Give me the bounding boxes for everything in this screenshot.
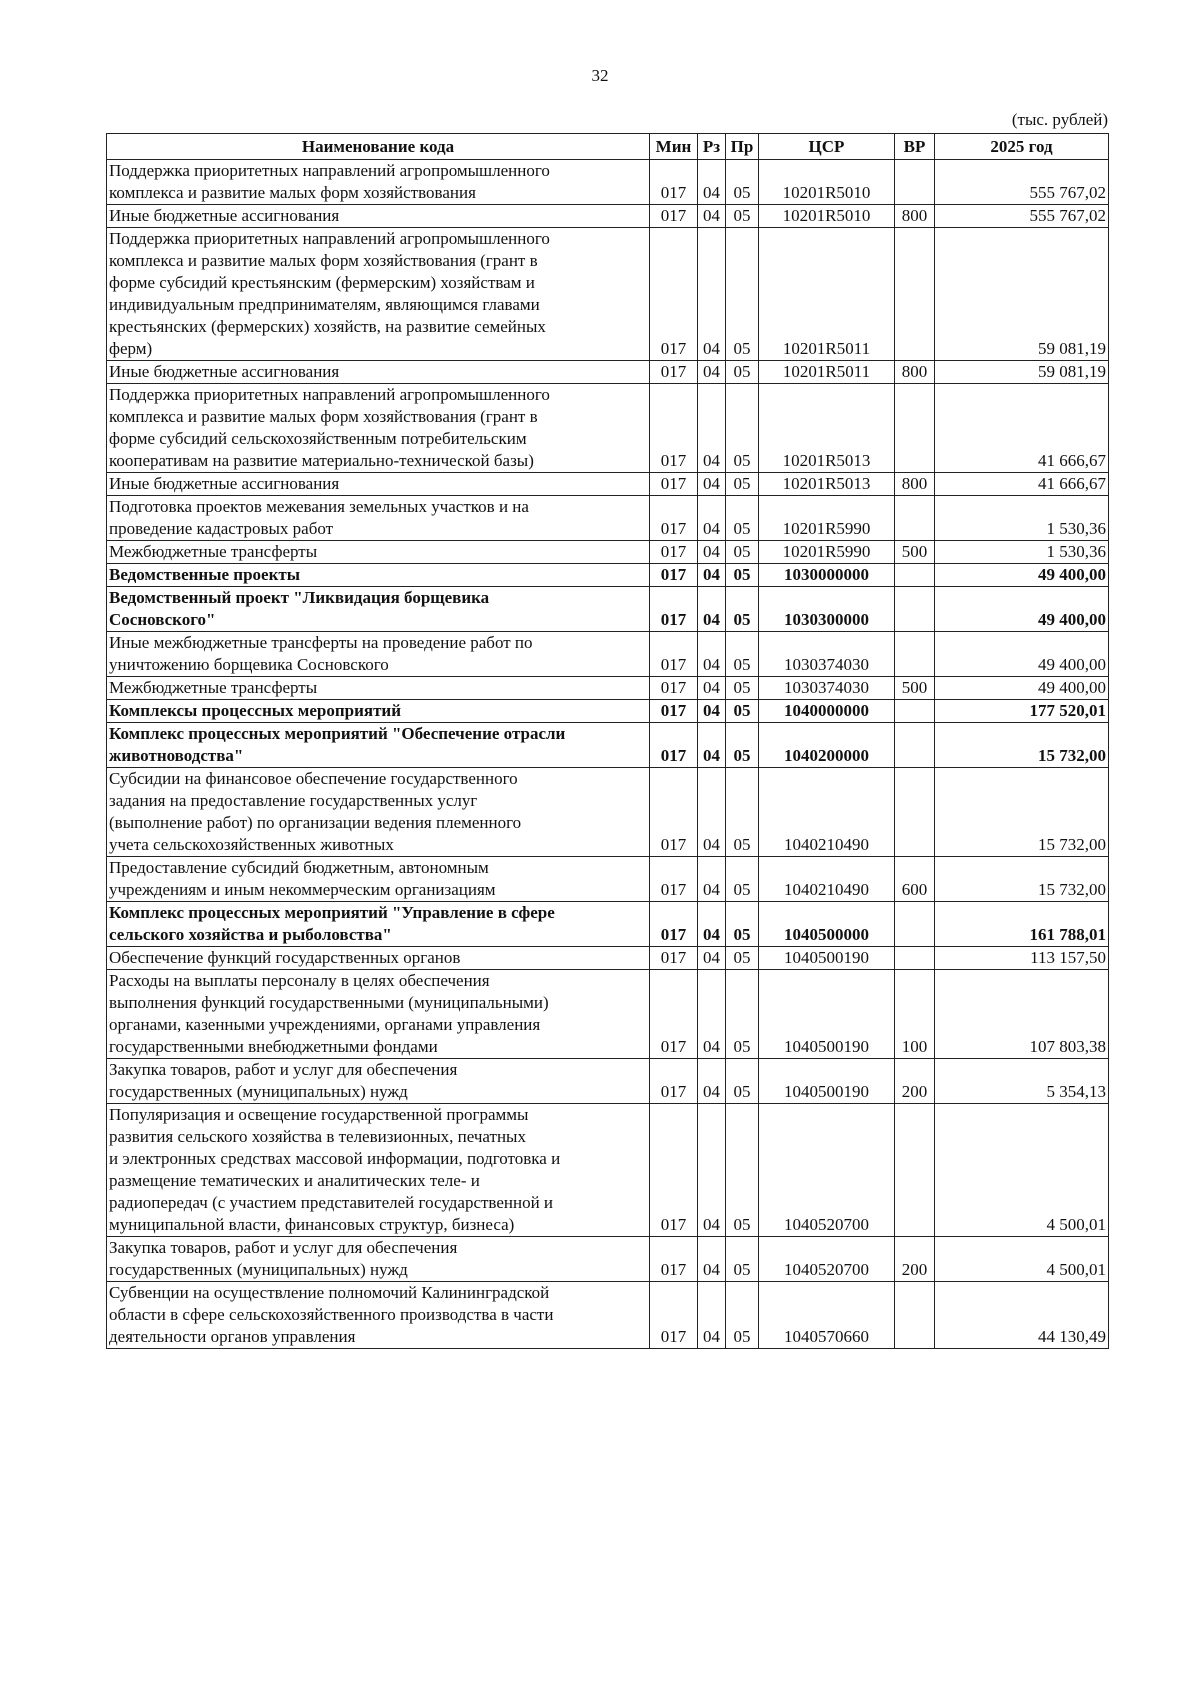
row-name — [107, 473, 650, 496]
row-csr: 1040500190 — [759, 1059, 895, 1104]
row-csr: 1030374030 — [759, 632, 895, 677]
row-amount: 49 400,00 — [935, 587, 1109, 632]
table-row — [107, 384, 1109, 473]
row-pr: 05 — [726, 970, 759, 1059]
row-name — [107, 496, 650, 541]
table-row — [107, 541, 1109, 564]
row-amount: 49 400,00 — [935, 677, 1109, 700]
row-csr: 1030300000 — [759, 587, 895, 632]
row-name-text: Ведомственные проекты — [109, 565, 301, 584]
row-vr: 200 — [895, 1237, 935, 1282]
row-min: 017 — [650, 587, 698, 632]
row-pr: 05 — [726, 1059, 759, 1104]
row-vr — [895, 384, 935, 473]
table-row — [107, 361, 1109, 384]
row-min: 017 — [650, 700, 698, 723]
row-vr: 500 — [895, 541, 935, 564]
row-rz: 04 — [698, 632, 726, 677]
row-csr: 1040500190 — [759, 970, 895, 1059]
table-row — [107, 723, 1109, 768]
row-min: 017 — [650, 205, 698, 228]
row-rz: 04 — [698, 1282, 726, 1349]
header-name: Наименование кода — [107, 134, 650, 160]
row-pr: 05 — [726, 947, 759, 970]
table-row — [107, 205, 1109, 228]
row-amount: 59 081,19 — [935, 228, 1109, 361]
row-csr: 10201R5990 — [759, 496, 895, 541]
row-name-text: Комплексы процессных мероприятий — [109, 701, 402, 720]
row-vr: 500 — [895, 677, 935, 700]
row-name-text: Закупка товаров, работ и услуг для обеспечения государственных (муниципальных) нужд — [109, 1238, 458, 1279]
row-rz: 04 — [698, 496, 726, 541]
row-name — [107, 1104, 650, 1237]
row-min: 017 — [650, 1282, 698, 1349]
table-row — [107, 677, 1109, 700]
row-name-text: Комплекс процессных мероприятий "Управление в сфере сельского хозяйства и рыболовства" — [109, 903, 555, 944]
row-csr: 10201R5010 — [759, 205, 895, 228]
row-pr: 05 — [726, 564, 759, 587]
row-pr: 05 — [726, 361, 759, 384]
row-name — [107, 700, 650, 723]
row-vr — [895, 902, 935, 947]
row-name — [107, 384, 650, 473]
row-rz: 04 — [698, 205, 726, 228]
row-rz: 04 — [698, 970, 726, 1059]
row-vr: 200 — [895, 1059, 935, 1104]
row-csr: 10201R5990 — [759, 541, 895, 564]
row-name-text: Расходы на выплаты персоналу в целях обеспечения выполнения функций государственными (муниципальными) органами, казенными учреждениями, органами управления государственными внебюджетными фондами — [109, 971, 549, 1056]
row-amount: 59 081,19 — [935, 361, 1109, 384]
row-amount: 177 520,01 — [935, 700, 1109, 723]
row-rz: 04 — [698, 723, 726, 768]
row-name-text: Межбюджетные трансферты — [109, 678, 318, 697]
row-csr: 10201R5013 — [759, 473, 895, 496]
row-amount: 161 788,01 — [935, 902, 1109, 947]
row-csr: 1040500000 — [759, 902, 895, 947]
row-min: 017 — [650, 1059, 698, 1104]
row-rz: 04 — [698, 857, 726, 902]
table-row — [107, 228, 1109, 361]
row-amount: 555 767,02 — [935, 205, 1109, 228]
table-row — [107, 857, 1109, 902]
row-csr: 1040520700 — [759, 1237, 895, 1282]
row-amount: 1 530,36 — [935, 496, 1109, 541]
row-name-text: Обеспечение функций государственных органов — [109, 948, 461, 967]
row-vr — [895, 228, 935, 361]
row-name-text: Межбюджетные трансферты — [109, 542, 318, 561]
row-pr: 05 — [726, 541, 759, 564]
row-min: 017 — [650, 160, 698, 205]
row-name — [107, 160, 650, 205]
row-name — [107, 857, 650, 902]
row-vr: 800 — [895, 205, 935, 228]
row-vr — [895, 160, 935, 205]
budget-table — [106, 133, 1109, 1349]
row-csr: 1040000000 — [759, 700, 895, 723]
row-min: 017 — [650, 723, 698, 768]
row-amount: 113 157,50 — [935, 947, 1109, 970]
row-amount: 41 666,67 — [935, 473, 1109, 496]
row-name-text: Субсидии на финансовое обеспечение государственного задания на предоставление государственных услуг (выполнение работ) по организации ведения племенного учета сельскохозяйственных животных — [109, 769, 522, 854]
row-vr — [895, 564, 935, 587]
header-min: Мин — [650, 134, 698, 160]
table-row — [107, 496, 1109, 541]
row-vr: 600 — [895, 857, 935, 902]
row-min: 017 — [650, 1237, 698, 1282]
row-vr — [895, 1104, 935, 1237]
row-name — [107, 723, 650, 768]
row-min: 017 — [650, 361, 698, 384]
row-csr: 1040570660 — [759, 1282, 895, 1349]
row-rz: 04 — [698, 947, 726, 970]
row-pr: 05 — [726, 1237, 759, 1282]
row-name-text: Предоставление субсидий бюджетным, автономным учреждениям и иным некоммерческим организациям — [109, 858, 496, 899]
header-vr: ВР — [895, 134, 935, 160]
row-min: 017 — [650, 496, 698, 541]
row-rz: 04 — [698, 768, 726, 857]
row-min: 017 — [650, 1104, 698, 1237]
row-rz: 04 — [698, 700, 726, 723]
row-min: 017 — [650, 632, 698, 677]
row-pr: 05 — [726, 632, 759, 677]
row-name-text: Иные бюджетные ассигнования — [109, 362, 340, 381]
row-rz: 04 — [698, 160, 726, 205]
row-amount: 15 732,00 — [935, 857, 1109, 902]
row-min: 017 — [650, 947, 698, 970]
row-csr: 10201R5013 — [759, 384, 895, 473]
row-pr: 05 — [726, 700, 759, 723]
row-rz: 04 — [698, 541, 726, 564]
row-min: 017 — [650, 473, 698, 496]
table-row — [107, 564, 1109, 587]
row-pr: 05 — [726, 857, 759, 902]
row-name-text: Поддержка приоритетных направлений агропромышленного комплекса и развитие малых форм хозяйствования (грант в форме субсидий крестьянским (фермерским) хозяйствам и индивидуальным предпринимателям, являющимся главами крестьянских (фермерских) хозяйств, на развитие семейных ферм) — [109, 229, 550, 358]
row-name — [107, 541, 650, 564]
row-vr — [895, 700, 935, 723]
table-row — [107, 768, 1109, 857]
table-row — [107, 970, 1109, 1059]
row-name-text: Субвенции на осуществление полномочий Калининградской области в сфере сельскохозяйственного производства в части деятельности органов управления — [109, 1283, 554, 1346]
table-row — [107, 1282, 1109, 1349]
row-amount: 44 130,49 — [935, 1282, 1109, 1349]
row-name — [107, 1237, 650, 1282]
table-row — [107, 1237, 1109, 1282]
row-name — [107, 1059, 650, 1104]
row-min: 017 — [650, 902, 698, 947]
row-amount: 5 354,13 — [935, 1059, 1109, 1104]
row-pr: 05 — [726, 384, 759, 473]
units-label: (тыс. рублей) — [1011, 110, 1108, 129]
row-pr: 05 — [726, 587, 759, 632]
row-vr — [895, 1282, 935, 1349]
row-pr: 05 — [726, 768, 759, 857]
row-csr: 1040210490 — [759, 857, 895, 902]
row-name-text: Иные межбюджетные трансферты на проведение работ по уничтожению борщевика Сосновского — [109, 633, 533, 674]
row-name-text: Закупка товаров, работ и услуг для обеспечения государственных (муниципальных) нужд — [109, 1060, 458, 1101]
row-min: 017 — [650, 768, 698, 857]
row-name — [107, 205, 650, 228]
row-min: 017 — [650, 564, 698, 587]
row-pr: 05 — [726, 205, 759, 228]
row-amount: 555 767,02 — [935, 160, 1109, 205]
row-min: 017 — [650, 228, 698, 361]
row-name — [107, 1282, 650, 1349]
row-rz: 04 — [698, 384, 726, 473]
row-amount: 41 666,67 — [935, 384, 1109, 473]
row-name — [107, 768, 650, 857]
row-pr: 05 — [726, 1104, 759, 1237]
row-amount: 4 500,01 — [935, 1104, 1109, 1237]
row-csr: 10201R5010 — [759, 160, 895, 205]
row-name — [107, 228, 650, 361]
row-amount: 15 732,00 — [935, 768, 1109, 857]
row-pr: 05 — [726, 1282, 759, 1349]
table-row — [107, 632, 1109, 677]
header-row — [107, 134, 1109, 160]
row-pr: 05 — [726, 723, 759, 768]
row-name-text: Популяризация и освещение государственной программы развития сельского хозяйства в телевизионных, печатных и электронных средствах массовой информации, подготовка и размещение тематических и аналитических теле- и радиопередач (с участием представителей государственной и муниципальной власти, финансовых структур, бизнеса) — [109, 1105, 561, 1234]
row-amount: 49 400,00 — [935, 564, 1109, 587]
row-pr: 05 — [726, 228, 759, 361]
row-amount: 15 732,00 — [935, 723, 1109, 768]
table-row — [107, 902, 1109, 947]
header-year: 2025 год — [935, 134, 1109, 160]
row-min: 017 — [650, 541, 698, 564]
row-rz: 04 — [698, 228, 726, 361]
row-min: 017 — [650, 857, 698, 902]
row-vr: 800 — [895, 473, 935, 496]
table-row — [107, 1104, 1109, 1237]
table-row — [107, 587, 1109, 632]
page-number: 32 — [591, 66, 609, 85]
header-rz: Рз — [698, 134, 726, 160]
header-pr: Пр — [726, 134, 759, 160]
row-vr: 800 — [895, 361, 935, 384]
row-rz: 04 — [698, 473, 726, 496]
row-csr: 1040210490 — [759, 768, 895, 857]
row-name-text: Иные бюджетные ассигнования — [109, 474, 340, 493]
row-name — [107, 970, 650, 1059]
row-csr: 1030000000 — [759, 564, 895, 587]
row-rz: 04 — [698, 361, 726, 384]
row-rz: 04 — [698, 564, 726, 587]
row-vr — [895, 768, 935, 857]
row-csr: 10201R5011 — [759, 361, 895, 384]
row-rz: 04 — [698, 677, 726, 700]
row-vr: 100 — [895, 970, 935, 1059]
row-name-text: Поддержка приоритетных направлений агропромышленного комплекса и развитие малых форм хозяйствования (грант в форме субсидий сельскохозяйственным потребительским кооперативам на развитие материально-технической базы) — [109, 385, 550, 470]
row-name — [107, 947, 650, 970]
row-min: 017 — [650, 970, 698, 1059]
row-rz: 04 — [698, 587, 726, 632]
row-rz: 04 — [698, 902, 726, 947]
row-amount: 49 400,00 — [935, 632, 1109, 677]
row-vr — [895, 947, 935, 970]
row-name-text: Иные бюджетные ассигнования — [109, 206, 340, 225]
row-name-text: Комплекс процессных мероприятий "Обеспечение отрасли животноводства" — [109, 724, 566, 765]
row-min: 017 — [650, 677, 698, 700]
row-rz: 04 — [698, 1104, 726, 1237]
row-name — [107, 361, 650, 384]
row-pr: 05 — [726, 160, 759, 205]
row-csr: 1030374030 — [759, 677, 895, 700]
row-csr: 1040520700 — [759, 1104, 895, 1237]
row-pr: 05 — [726, 473, 759, 496]
row-amount: 107 803,38 — [935, 970, 1109, 1059]
row-pr: 05 — [726, 902, 759, 947]
row-vr — [895, 496, 935, 541]
row-name — [107, 677, 650, 700]
table-row — [107, 700, 1109, 723]
header-csr: ЦСР — [759, 134, 895, 160]
row-name-text: Поддержка приоритетных направлений агропромышленного комплекса и развитие малых форм хозяйствования — [109, 161, 550, 202]
row-vr — [895, 723, 935, 768]
row-rz: 04 — [698, 1237, 726, 1282]
row-vr — [895, 587, 935, 632]
row-amount: 4 500,01 — [935, 1237, 1109, 1282]
row-pr: 05 — [726, 677, 759, 700]
table-row — [107, 1059, 1109, 1104]
row-csr: 1040500190 — [759, 947, 895, 970]
row-vr — [895, 632, 935, 677]
row-name — [107, 902, 650, 947]
row-pr: 05 — [726, 496, 759, 541]
row-min: 017 — [650, 384, 698, 473]
row-name — [107, 632, 650, 677]
row-name-text: Ведомственный проект "Ликвидация борщевика Сосновского" — [109, 588, 490, 629]
row-amount: 1 530,36 — [935, 541, 1109, 564]
table-row — [107, 473, 1109, 496]
row-name-text: Подготовка проектов межевания земельных участков и на проведение кадастровых работ — [109, 497, 529, 538]
row-name — [107, 587, 650, 632]
row-csr: 10201R5011 — [759, 228, 895, 361]
row-rz: 04 — [698, 1059, 726, 1104]
table-body — [107, 160, 1109, 1349]
table-row — [107, 947, 1109, 970]
row-csr: 1040200000 — [759, 723, 895, 768]
table-row — [107, 160, 1109, 205]
row-name — [107, 564, 650, 587]
